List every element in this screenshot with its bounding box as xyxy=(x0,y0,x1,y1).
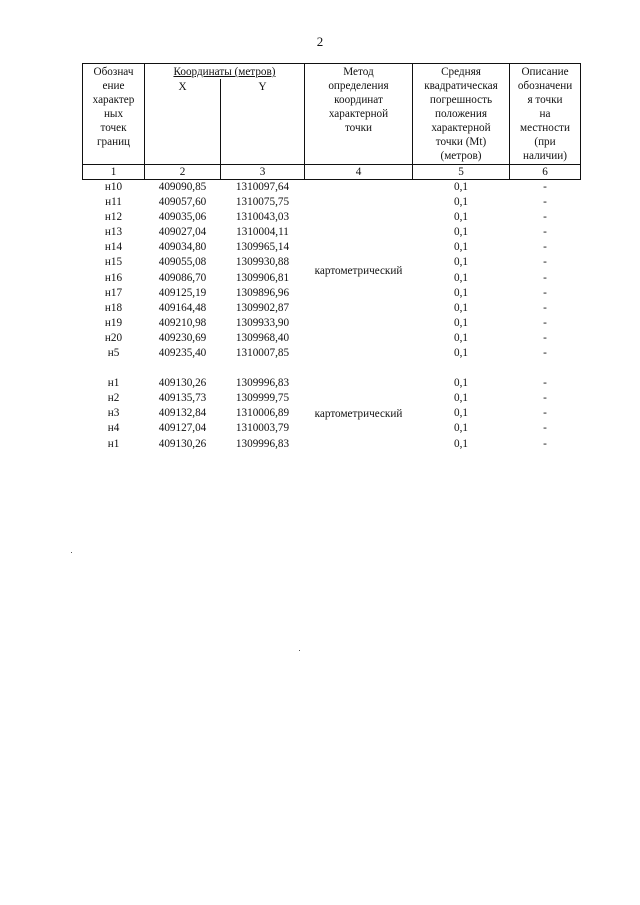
point-designation: н5 xyxy=(107,347,120,360)
coordinate-y: 1310007,85 xyxy=(235,347,290,360)
coordinate-x: 409230,69 xyxy=(158,331,207,344)
coordinate-y: 1309906,81 xyxy=(235,271,290,284)
point-description: - xyxy=(543,241,547,254)
coordinate-x: 409034,80 xyxy=(158,241,207,254)
group-spacer xyxy=(83,361,581,376)
coordinate-x: 409035,06 xyxy=(158,211,207,224)
mean-error: 0,1 xyxy=(454,286,468,299)
header-coordinates xyxy=(145,64,305,80)
header-text-line: Описание xyxy=(521,66,569,78)
mean-error: 0,1 xyxy=(454,301,468,314)
header-text-line: Метод xyxy=(343,66,374,78)
point-description: - xyxy=(543,196,547,209)
point-description: - xyxy=(543,301,547,314)
header-text-line: местности xyxy=(520,122,570,134)
mean-error: 0,1 xyxy=(454,422,468,435)
point-designation: н14 xyxy=(104,241,123,254)
point-description: - xyxy=(543,316,547,329)
header-text-line: точек xyxy=(100,122,127,134)
header-method xyxy=(305,64,413,165)
boundary-points-table xyxy=(82,63,581,452)
column-number-row xyxy=(83,165,581,180)
point-designation: н13 xyxy=(104,226,123,239)
mean-error: 0,1 xyxy=(454,271,468,284)
coordinate-x: 409210,98 xyxy=(158,316,207,329)
column-number: 1 xyxy=(83,165,145,180)
table-row xyxy=(83,376,581,391)
point-description: - xyxy=(543,256,547,269)
coordinate-x: 409132,84 xyxy=(158,407,207,420)
point-description: - xyxy=(543,437,547,450)
point-designation: н19 xyxy=(104,316,123,329)
spacer-cell xyxy=(305,361,413,376)
coordinate-y: 1309999,75 xyxy=(235,392,290,405)
header-text-line: характерной xyxy=(328,108,389,120)
header-text-line: определения xyxy=(328,80,389,92)
point-description: - xyxy=(543,422,547,435)
column-number: 6 xyxy=(510,165,581,180)
coordinate-y: 1309965,14 xyxy=(235,241,290,254)
point-designation: н4 xyxy=(107,422,120,435)
column-number: 2 xyxy=(145,165,221,180)
coordinate-x: 409086,70 xyxy=(158,271,207,284)
point-designation: н10 xyxy=(104,181,123,193)
header-text-line: (метров) xyxy=(440,150,482,162)
mean-error: 0,1 xyxy=(454,392,468,405)
spacer-cell xyxy=(145,361,221,376)
coordinate-y: 1310043,03 xyxy=(235,211,290,224)
coordinate-y: 1309902,87 xyxy=(235,301,290,314)
point-designation: н2 xyxy=(107,392,120,405)
coordinate-y: 1310006,89 xyxy=(235,407,290,420)
point-description: - xyxy=(543,181,547,193)
point-designation: н20 xyxy=(104,331,123,344)
point-description: - xyxy=(543,226,547,239)
header-text-line: координат xyxy=(334,94,383,106)
spacer-cell xyxy=(221,361,305,376)
mean-error: 0,1 xyxy=(454,181,468,193)
coordinate-y: 1310075,75 xyxy=(235,196,290,209)
point-description: - xyxy=(543,271,547,284)
header-text-line: точки (Mt) xyxy=(435,136,487,148)
point-designation: н11 xyxy=(105,196,122,209)
coordinate-x: 409127,04 xyxy=(158,422,207,435)
coordinate-x: 409135,73 xyxy=(158,392,207,405)
method-cell: картометрический xyxy=(314,264,403,277)
coordinate-y: 1310097,64 xyxy=(235,181,290,193)
coordinate-x: 409235,40 xyxy=(158,347,207,360)
header-text-line: границ xyxy=(96,136,131,148)
header-text-line: ение xyxy=(102,80,125,92)
point-designation: н16 xyxy=(104,271,123,284)
point-description: - xyxy=(543,392,547,405)
mean-error: 0,1 xyxy=(454,226,468,239)
point-designation: н12 xyxy=(104,211,123,224)
header-point-designation xyxy=(83,64,145,165)
coordinate-y: 1310004,11 xyxy=(236,226,289,239)
point-description: - xyxy=(543,377,547,390)
spacer-cell xyxy=(510,361,581,376)
header-text-line: я точки xyxy=(527,94,563,106)
coordinate-x: 409164,48 xyxy=(158,301,207,314)
coordinate-y: 1309930,88 xyxy=(235,256,290,269)
header-text-line: ных xyxy=(103,108,124,120)
mean-error: 0,1 xyxy=(454,211,468,224)
header-mean-error xyxy=(413,64,510,165)
header-text-line: Средняя xyxy=(441,66,481,78)
scan-speck xyxy=(71,552,72,553)
column-number: 3 xyxy=(221,165,305,180)
header-text-line: погрешность xyxy=(429,94,493,106)
coordinate-x: 409130,26 xyxy=(158,377,207,390)
mean-error: 0,1 xyxy=(454,196,468,209)
spacer-cell xyxy=(413,361,510,376)
mean-error: 0,1 xyxy=(454,437,468,450)
header-text-line: наличии) xyxy=(523,150,567,162)
point-description: - xyxy=(543,331,547,344)
coordinate-y: 1309933,90 xyxy=(235,316,290,329)
point-description: - xyxy=(543,407,547,420)
header-text-line: (при xyxy=(534,136,556,148)
coordinate-x: 409090,85 xyxy=(158,181,207,193)
spacer-cell xyxy=(83,361,145,376)
mean-error: 0,1 xyxy=(454,331,468,344)
scan-speck xyxy=(299,650,300,651)
coordinate-y: 1309896,96 xyxy=(235,286,290,299)
point-designation: н17 xyxy=(104,286,123,299)
header-x: X xyxy=(145,79,221,165)
point-designation: н3 xyxy=(107,407,120,420)
header-text-line: характерной xyxy=(431,122,491,134)
point-description: - xyxy=(543,347,547,360)
coordinate-x: 409125,19 xyxy=(158,286,207,299)
header-text-line: на xyxy=(539,108,551,120)
table-row xyxy=(83,180,581,196)
coordinate-y: 1310003,79 xyxy=(235,422,290,435)
column-number: 5 xyxy=(413,165,510,180)
coordinate-x: 409027,04 xyxy=(158,226,207,239)
point-description: - xyxy=(543,286,547,299)
header-text-line: положения xyxy=(435,108,487,120)
mean-error: 0,1 xyxy=(454,407,468,420)
point-description: - xyxy=(543,211,547,224)
header-text-line: Обознач xyxy=(93,66,134,78)
point-designation: н18 xyxy=(104,301,123,314)
mean-error: 0,1 xyxy=(454,256,468,269)
coordinate-x: 409130,26 xyxy=(158,437,207,450)
coordinate-y: 1309996,83 xyxy=(235,377,290,390)
header-text-line: квадратическая xyxy=(424,80,498,92)
point-designation: н15 xyxy=(104,256,123,269)
column-number: 4 xyxy=(305,165,413,180)
coordinate-x: 409055,08 xyxy=(158,256,207,269)
mean-error: 0,1 xyxy=(454,377,468,390)
method-cell: картометрический xyxy=(314,407,403,420)
header-text-line: характер xyxy=(92,94,135,106)
mean-error: 0,1 xyxy=(454,241,468,254)
header-row-top xyxy=(83,64,581,80)
page-number: 2 xyxy=(316,34,324,49)
header-description xyxy=(510,64,581,165)
coordinate-x: 409057,60 xyxy=(158,196,207,209)
point-designation: н1 xyxy=(107,377,120,390)
header-y: Y xyxy=(221,79,305,165)
point-designation: н1 xyxy=(107,437,120,450)
header-coordinates-label: Координаты (метров) xyxy=(173,66,276,78)
coordinate-y: 1309996,83 xyxy=(235,437,290,450)
mean-error: 0,1 xyxy=(454,347,468,360)
header-text-line: точки xyxy=(344,122,373,134)
coordinate-y: 1309968,40 xyxy=(235,331,290,344)
mean-error: 0,1 xyxy=(454,316,468,329)
header-text-line: обозначени xyxy=(517,80,573,92)
